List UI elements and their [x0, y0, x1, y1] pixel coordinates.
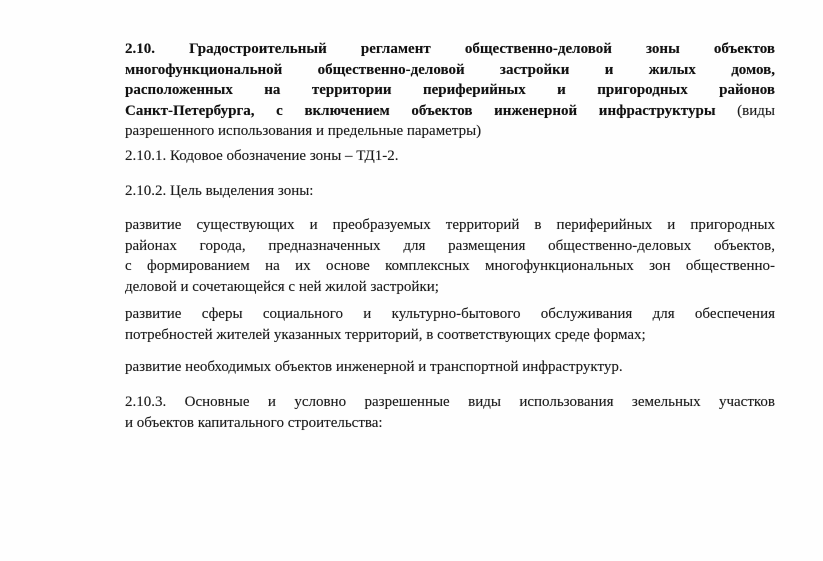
text-line: [125, 325, 775, 346]
text-segment: разрешенного использования и предельные параметры): [125, 123, 482, 139]
text-line: [125, 392, 775, 413]
bold-text-segment: расположенных на территории периферийных и пригородных районов: [125, 82, 775, 98]
paragraph-goal-paragraph-1: [125, 215, 775, 297]
paragraph-clause-2-10-3: [125, 392, 775, 433]
text-segment: 2.10.1. Кодовое обозначение зоны – ТД1-2.: [125, 148, 399, 164]
text-line: [125, 101, 775, 122]
text-line: [125, 256, 775, 277]
text-line: [125, 80, 775, 101]
text-segment: потребностей жителей указанных территорий, в соответствующих среде формах;: [125, 326, 646, 343]
text-segment: 2.10.3. Основные и условно разрешенные виды использования земельных участков: [125, 394, 775, 410]
text-line: [125, 413, 775, 434]
text-line: [125, 236, 775, 257]
text-line: [125, 277, 775, 298]
text-segment: деловой и сочетающейся с ней жилой застройки;: [125, 278, 439, 295]
paragraph-goal-paragraph-2: [125, 304, 775, 345]
text-line: [125, 121, 775, 142]
text-line: [125, 357, 775, 378]
text-segment: районах города, предназначенных для размещения общественно-деловых объектов,: [125, 237, 775, 254]
text-line: [125, 304, 775, 325]
paragraph-clause-2-10-1: [125, 146, 775, 167]
text-segment: 2.10.2. Цель выделения зоны:: [125, 183, 314, 199]
paragraph-goal-paragraph-3: [125, 357, 775, 378]
text-segment: развитие сферы социального и культурно-бытового обслуживания для обеспечения: [125, 306, 775, 322]
text-line: [125, 181, 775, 202]
paragraph-heading-2-10: [125, 39, 775, 142]
text-segment: развитие существующих и преобразуемых территорий в периферийных и пригородных: [125, 217, 775, 233]
text-line: [125, 39, 775, 60]
text-segment: (виды: [715, 102, 775, 119]
bold-text-segment: 2.10. Градостроительный регламент общественно-деловой зоны объектов: [125, 41, 775, 57]
paragraph-clause-2-10-2: [125, 181, 775, 202]
text-segment: развитие необходимых объектов инженерной и транспортной инфраструктур.: [125, 359, 623, 375]
bold-text-segment: многофункциональной общественно-деловой застройки и жилых домов,: [125, 61, 775, 78]
text-line: [125, 215, 775, 236]
bold-text-segment: Санкт-Петербурга, с включением объектов инженерной инфраструктуры: [125, 102, 716, 119]
text-line: [125, 60, 775, 81]
text-segment: и объектов капитального строительства:: [125, 414, 383, 431]
document-text-block: [125, 0, 775, 561]
text-segment: с формированием на их основе комплексных многофункциональных зон общественно-: [125, 258, 775, 274]
text-line: [125, 146, 775, 167]
